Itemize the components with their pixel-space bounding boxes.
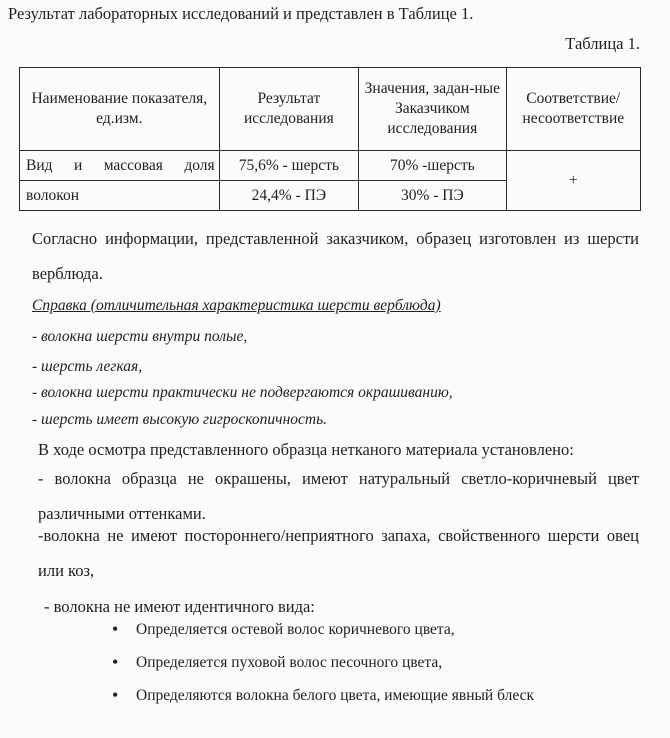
intro-text: Результат лабораторных исследований и представлен в Таблице 1. (8, 4, 474, 23)
fiber-bullet-list (112, 613, 534, 712)
list-item: • Определяется пуховой волос песочного цвета, (112, 646, 534, 679)
cell-spec-line1: 70% -шерсть (359, 151, 506, 181)
inspection-point-smell: -волокна не имеют постороннего/неприятного запаха, свойственного шерсти овец или коз, (38, 526, 639, 580)
table-header-row (20, 68, 641, 151)
cell-result-line2: 24,4% - ПЭ (219, 181, 358, 211)
inspection-intro: В ходе осмотра представленного образца нетканого материала установлено: (38, 440, 574, 459)
customer-info-paragraph: Согласно информации, представленной заказчиком, образец изготовлен из шерсти верблюда. (32, 229, 639, 283)
header-result: Результат исследования (219, 68, 358, 151)
table-row (20, 151, 641, 181)
list-item: • Определяются волокна белого цвета, имеющие явный блеск (112, 679, 534, 712)
cell-indicator-line2: волокон (20, 181, 220, 211)
cell-result-line1: 75,6% - шерсть (219, 151, 358, 181)
cell-indicator-line1: Вид и массовая доля (20, 151, 220, 181)
header-indicator: Наименование показателя, ед.изм. (20, 68, 220, 151)
header-conformity: Соответствие/ несоответствие (506, 68, 640, 151)
results-table (19, 67, 641, 211)
cell-spec-line2: 30% - ПЭ (359, 181, 506, 211)
header-customer-values: Значения, задан-ные Заказчиком исследования (359, 68, 506, 151)
inspection-point-color: - волокна образца не окрашены, имеют натуральный светло-коричневый цвет различными оттенками. (38, 469, 639, 523)
cell-conformity: + (506, 151, 640, 211)
reference-item: - волокна шерсти внутри полые, (32, 328, 248, 345)
table-caption: Таблица 1. (565, 34, 640, 53)
reference-title: Справка (отличительная характеристика шерсти верблюда) (32, 297, 441, 314)
inspection-point-appearance: - волокна не имеют идентичного вида: (44, 597, 315, 616)
list-item: • Определяется остевой волос коричневого цвета, (112, 613, 534, 646)
reference-item: - шерсть имеет высокую гигроскопичность. (32, 411, 328, 428)
reference-item: - волокна шерсти практически не подвергаются окрашиванию, (32, 384, 453, 401)
reference-item: - шерсть легкая, (32, 358, 143, 375)
